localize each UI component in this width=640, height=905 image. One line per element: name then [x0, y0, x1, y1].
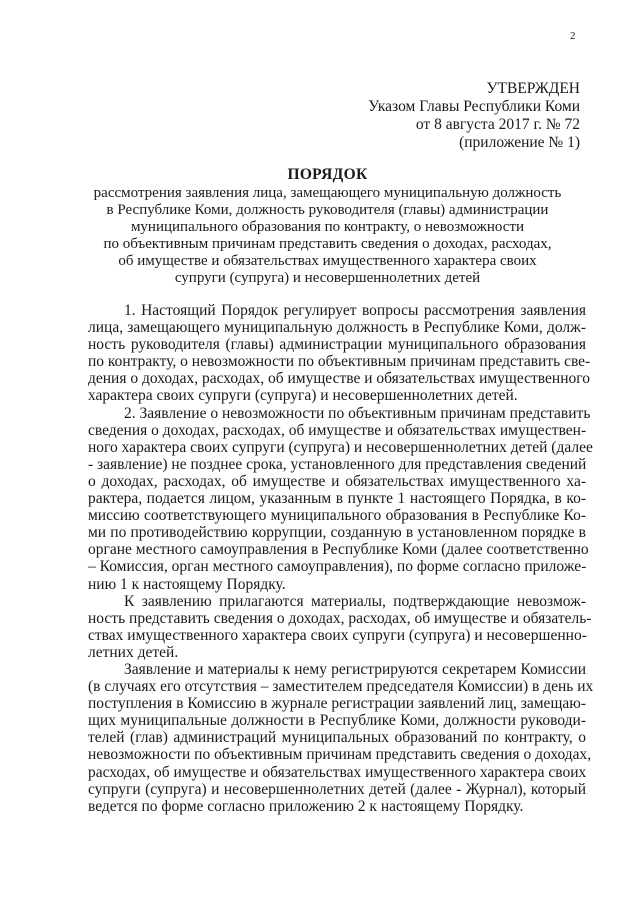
text-line: (в случаях его отсутствия – заместителем председателя Комиссии) в день их — [88, 678, 594, 696]
text-line: ми по противодействию коррупции, созданную в установленном порядке в — [88, 524, 586, 542]
subtitle-line: рассмотрения заявления лица, замещающего муниципальную должность — [93, 185, 562, 201]
document-title-block — [70, 166, 585, 287]
subtitle-line: муниципального образования по контракту, о невозможности — [130, 219, 525, 235]
approval-stamp — [340, 80, 580, 152]
text-line: - заявление) не позднее срока, установленного для представления сведений — [88, 455, 587, 473]
text-line: невозможности по объективным причинам представить сведения о доходах, — [88, 746, 592, 764]
text-line: поступления в Комиссию в журнале регистрации заявлений лиц, замещаю- — [88, 695, 586, 713]
paragraph-2 — [88, 404, 593, 593]
approval-line: Указом Главы Республики Коми — [368, 98, 580, 115]
text-line: супруги (супруга) и несовершеннолетних детей (далее - Журнал), который — [88, 780, 586, 798]
text-line: 1. Настоящий Порядок регулирует вопросы рассмотрения заявления — [124, 302, 586, 319]
text-line: характера своих супруги (супруга) и несовершеннолетних детей. — [88, 387, 518, 405]
text-line: расходах, об имуществе и обязательствах имущественного характера своих — [88, 763, 587, 781]
approval-line: (приложение № 1) — [459, 134, 580, 151]
text-line: К заявлению прилагаются материалы, подтверждающие невозмож- — [124, 592, 586, 610]
text-line: нию 1 к настоящему Порядку. — [88, 575, 286, 593]
text-line: 2. Заявление о невозможности по объективным причинам представить — [124, 404, 591, 422]
subtitle-line: по объективным причинам представить сведения о доходах, расходах, — [103, 236, 552, 252]
subtitle-line: супруги (супруга) и несовершеннолетних детей — [174, 270, 481, 286]
text-line: Заявление и материалы к нему регистрируются секретарем Комиссии — [124, 660, 586, 678]
document-heading: ПОРЯДОК — [287, 166, 368, 183]
text-line: ность руководителя (главы) администрации муниципального образования — [88, 336, 586, 354]
text-line: – Комиссия, орган местного самоуправления), по форме согласно приложе- — [88, 558, 587, 576]
subtitle-line: об имуществе и обязательствах имущественного характера своих — [118, 253, 537, 269]
paragraph-3 — [88, 592, 592, 661]
text-line: дения о доходах, расходах, об имуществе и обязательствах имущественного — [88, 370, 590, 388]
text-line: ного характера своих супруги (супруга) и несовершеннолетних детей (далее — [88, 438, 593, 456]
text-line: ведется по форме согласно приложению 2 к настоящему Порядку. — [88, 797, 524, 815]
text-line: рактера, подается лицом, указанным в пункте 1 настоящего Порядка, в ко- — [88, 490, 586, 508]
text-line: ствах имущественного характера своих супруги (супруга) и несовершенно- — [88, 626, 587, 644]
text-line: летних детей. — [88, 643, 179, 661]
page-number: 2 — [570, 30, 576, 42]
text-line: телей (глав) администраций муниципальных образований по контракту, о — [88, 729, 586, 747]
approval-line: от 8 августа 2017 г. № 72 — [415, 116, 580, 133]
text-line: по контракту, о невозможности по объективным причинам представить све- — [88, 353, 591, 371]
text-line: щих муниципальные должности в Республике Коми, должности руководи- — [88, 712, 586, 730]
document-body — [88, 302, 594, 815]
text-line: ность представить сведения о доходах, расходах, об имуществе и обязатель- — [88, 609, 592, 627]
text-line: органе местного самоуправления в Республике Коми (далее соответственно — [88, 541, 589, 559]
text-line: сведения о доходах, расходах, об имуществе и обязательствах имуществен- — [88, 421, 587, 439]
text-line: о доходах, расходах, об имуществе и обязательствах имущественного ха- — [88, 472, 586, 490]
text-line: миссию соответствующего муниципального образования в Республике Ко- — [88, 507, 586, 525]
text-line: лица, замещающего муниципальную должность в Республике Коми, долж- — [88, 319, 586, 337]
paragraph-1 — [88, 302, 591, 405]
approval-line: УТВЕРЖДЕН — [486, 80, 580, 97]
subtitle-line: в Республике Коми, должность руководителя (главы) администрации — [106, 202, 549, 218]
paragraph-4 — [88, 660, 594, 815]
